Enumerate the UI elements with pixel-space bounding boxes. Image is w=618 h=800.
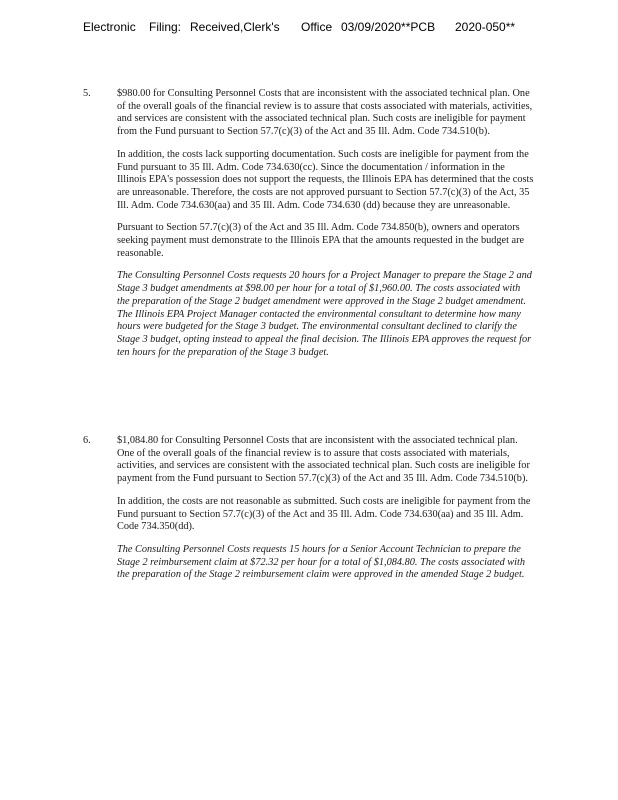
filing-header xyxy=(83,20,603,36)
item-number: 5. xyxy=(83,88,91,99)
header-received: Received,Clerk's xyxy=(190,20,280,34)
header-office: Office xyxy=(301,20,333,34)
header-case-number: 2020-050** xyxy=(455,20,516,34)
header-filing: Filing: xyxy=(149,20,182,34)
list-item-5 xyxy=(83,88,533,369)
header-date: 03/09/2020**PCB xyxy=(341,20,436,34)
paragraph: In addition, the costs lack supporting documentation. Such costs are ineligible for payment from the Fund pursuant to 35 Ill. Adm. Code 734.630(cc). Since the documentation / information in the Illinois EPA's possession does not support the requests, the Illinois EPA has determined that the costs are unreasonable. Therefore, the costs are not approved pursuant to Section 57.7(c)(3) of the Act, 35 Ill. Adm. Code 734.630(aa) and 35 Ill. Adm. Code 734.630 (dd) because they are unreasonable. xyxy=(117,148,534,211)
item-number: 6. xyxy=(83,435,91,446)
item-body xyxy=(117,88,535,359)
paragraph: Pursuant to Section 57.7(c)(3) of the Act and 35 Ill. Adm. Code 734.850(b), owners and operators seeking payment must demonstrate to the Illinois EPA that the amounts requested in the budget are reasonable. xyxy=(117,222,525,259)
item-body xyxy=(117,435,535,582)
header-electronic: Electronic xyxy=(83,20,136,34)
paragraph: In addition, the costs are not reasonable as submitted. Such costs are ineligible for payment from the Fund pursuant to Section 57.7(c)(3) of the Act and 35 Ill. Adm. Code 734.630(aa) and 35 Ill. Adm. Code 734.350(dd). xyxy=(117,495,531,533)
paragraph: $980.00 for Consulting Personnel Costs that are inconsistent with the associated technical plan. One of the overall goals of the financial review is to assure that costs associated with materials, activities, and services are consistent with the associated technical plan. Such costs are ineligible for payment from the Fund pursuant to Section 57.7(c)(3) of the Act and 35 Ill. Adm. Code 734.510(b). xyxy=(117,88,533,138)
list-item-6 xyxy=(83,435,533,592)
italic-paragraph: The Consulting Personnel Costs requests 15 hours for a Senior Account Technician to prepare the Stage 2 reimbursement claim at $72.32 per hour for a total of $1,084.80. The costs associated with the preparation of the Stage 2 reimbursement claim were approved in the amended Stage 2 budget. xyxy=(117,543,526,581)
italic-paragraph: The Consulting Personnel Costs requests 20 hours for a Project Manager to prepare the Stage 2 and Stage 3 budget amendments at $98.00 per hour for a total of $1,960.00. The costs associated with the preparation of the Stage 2 budget amendment were approved in the Stage 2 budget amendment. The Illinois EPA Project Manager contacted the environmental consultant to determine how many hours were budgeted for the Stage 3 budget. The environmental consultant declined to clarify the Stage 3 budget, opting instead to appeal the final decision. The Illinois EPA approves the request for ten hours for the preparation of the Stage 3 budget. xyxy=(117,270,532,358)
paragraph: $1,084.80 for Consulting Personnel Costs that are inconsistent with the associated technical plan. One of the overall goals of the financial review is to assure that costs associated with materials, activities, and services are consistent with the associated technical plan. Such costs are ineligible for payment from the Fund pursuant to Section 57.7(c)(3) of the Act and 35 Ill. Adm. Code 734.510(b). xyxy=(117,435,530,485)
